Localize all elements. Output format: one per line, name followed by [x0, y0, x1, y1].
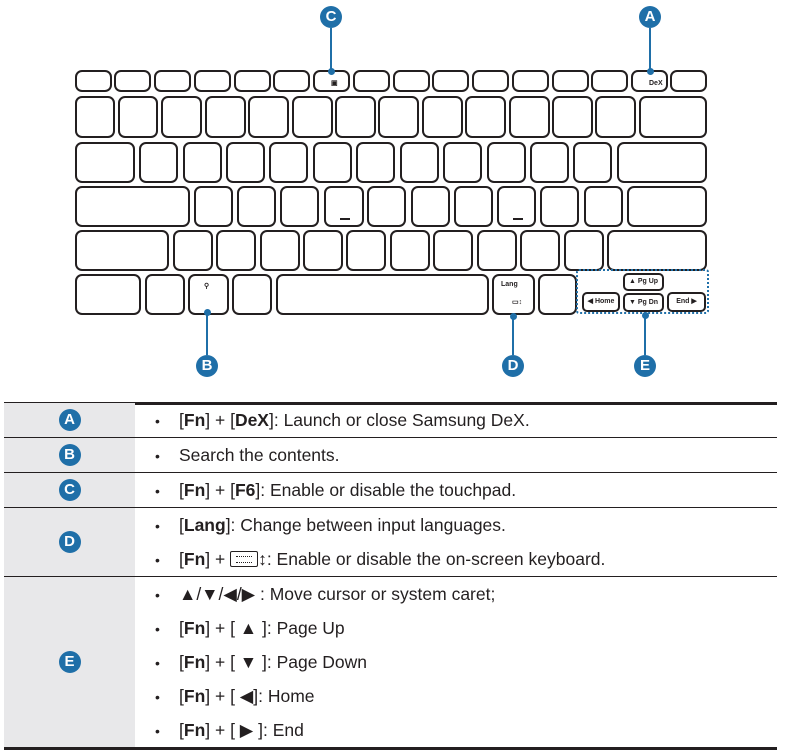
- key: [248, 96, 289, 138]
- key: [139, 142, 178, 183]
- bullet-icon: •: [155, 552, 160, 568]
- description-item: [135, 542, 777, 576]
- key: [540, 186, 579, 227]
- label-cell: [4, 403, 135, 438]
- key: [552, 96, 593, 138]
- key-description-table: [4, 403, 777, 750]
- function-key: [154, 70, 191, 92]
- key: [303, 230, 343, 271]
- spacebar-key: [276, 274, 489, 315]
- description-text: Search the contents.: [179, 445, 340, 465]
- key: [538, 274, 577, 315]
- key: [487, 142, 526, 183]
- key: [411, 186, 450, 227]
- key: [607, 230, 707, 271]
- key: [173, 230, 213, 271]
- callout-leader-line: [206, 312, 208, 355]
- key: [313, 142, 352, 183]
- key: [454, 186, 493, 227]
- page-up-key: ▲ Pg Up: [623, 273, 664, 291]
- key: [443, 142, 482, 183]
- bullet-icon: •: [155, 483, 160, 499]
- callout-a: A: [639, 6, 661, 28]
- page-down-key: ▼ Pg Dn: [623, 293, 664, 312]
- callout-leader-line: [512, 316, 514, 355]
- key: [75, 142, 135, 183]
- key: [75, 230, 169, 271]
- description-text: ] + [ ▲ ]: Page Up: [205, 618, 345, 638]
- description-text: [: [179, 652, 184, 672]
- key: [400, 142, 439, 183]
- search-key-label: ⚲: [204, 283, 210, 290]
- key: [378, 96, 419, 138]
- key: [617, 142, 707, 183]
- description-text: ] + [ ▶ ]: End: [205, 720, 304, 740]
- table-row-b: [4, 438, 777, 473]
- callout-c: C: [320, 6, 342, 28]
- key: [520, 230, 560, 271]
- lang-key: [492, 274, 535, 315]
- function-key: [273, 70, 310, 92]
- function-key: [234, 70, 271, 92]
- bullet-icon: •: [155, 723, 160, 739]
- description-item: [135, 473, 777, 507]
- key: [324, 186, 364, 227]
- table-row-d: [4, 508, 777, 577]
- key: [161, 96, 202, 138]
- key-name: Fn: [183, 480, 206, 500]
- callout-b: B: [196, 355, 218, 377]
- onscreen-keyboard-icon: [230, 551, 258, 567]
- callout-leader-line: [330, 28, 332, 71]
- key: [573, 142, 612, 183]
- bullet-icon: •: [155, 413, 160, 429]
- bullet-icon: •: [155, 621, 160, 637]
- key: [260, 230, 300, 271]
- function-key: [353, 70, 390, 92]
- function-key: [393, 70, 430, 92]
- key-name: Fn: [183, 549, 206, 569]
- description-cell: [135, 438, 777, 473]
- callout-anchor-dot: [647, 68, 654, 75]
- key: [194, 186, 233, 227]
- key: [584, 186, 623, 227]
- key: [346, 230, 386, 271]
- table-row-a: [4, 403, 777, 438]
- bullet-icon: •: [155, 518, 160, 534]
- key-name: Fn: [183, 410, 206, 430]
- home-row-bump-icon: [340, 218, 350, 221]
- key: [627, 186, 707, 227]
- description-text: ] +: [205, 549, 231, 569]
- callout-badge-c: C: [59, 479, 81, 501]
- bullet-icon: •: [155, 655, 160, 671]
- bullet-icon: •: [155, 689, 160, 705]
- key: [226, 142, 265, 183]
- callout-badge-e: E: [59, 651, 81, 673]
- key: [118, 96, 158, 138]
- key-name: Fn: [183, 686, 206, 706]
- home-key: ◀ Home: [582, 292, 620, 312]
- description-cell: [135, 473, 777, 508]
- table-row-c: [4, 473, 777, 508]
- key: [237, 186, 276, 227]
- function-key: [194, 70, 231, 92]
- key-name: Lang: [183, 515, 226, 535]
- description-cell: [135, 577, 777, 749]
- description-cell: [135, 508, 777, 577]
- callout-anchor-dot: [510, 313, 517, 320]
- label-cell: [4, 577, 135, 749]
- key: [497, 186, 536, 227]
- key: [280, 186, 319, 227]
- key: [465, 96, 506, 138]
- key: [205, 96, 246, 138]
- key: [292, 96, 333, 138]
- key-name: Fn: [183, 618, 206, 638]
- description-item: [135, 713, 777, 747]
- key: [564, 230, 604, 271]
- callout-e: E: [634, 355, 656, 377]
- label-cell: [4, 508, 135, 577]
- description-item: [135, 577, 777, 611]
- callout-anchor-dot: [204, 309, 211, 316]
- description-item: [135, 438, 777, 472]
- description-text: [: [179, 549, 184, 569]
- callout-badge-a: A: [59, 409, 81, 431]
- function-key: [512, 70, 549, 92]
- callout-leader-line: [644, 315, 646, 355]
- description-text: [: [179, 618, 184, 638]
- onscreen-keyboard-key-label: ▭↕: [512, 299, 523, 306]
- description-item: [135, 645, 777, 679]
- key: [75, 96, 115, 138]
- description-text: [: [179, 410, 184, 430]
- key: [530, 142, 569, 183]
- description-text: [: [179, 480, 184, 500]
- label-cell: [4, 438, 135, 473]
- label-cell: [4, 473, 135, 508]
- table-row-e: [4, 577, 777, 749]
- description-text: ▲/▼/◀/▶ : Move cursor or system caret;: [179, 584, 496, 604]
- description-text: ] + [: [205, 480, 235, 500]
- description-text: ] + [: [205, 410, 235, 430]
- key: [390, 230, 430, 271]
- key: [509, 96, 550, 138]
- key-name: ↕: Enable or disable the on-screen keyboard.: [258, 549, 606, 569]
- callout-anchor-dot: [328, 68, 335, 75]
- home-row-bump-icon: [513, 218, 523, 221]
- callout-anchor-dot: [642, 312, 649, 319]
- key: [75, 186, 190, 227]
- bullet-icon: •: [155, 448, 160, 464]
- key-name: Fn: [183, 652, 206, 672]
- description-text: ]: Enable or disable the touchpad.: [255, 480, 517, 500]
- callout-leader-line: [649, 28, 651, 71]
- key: [335, 96, 376, 138]
- description-item: [135, 508, 777, 542]
- key: [422, 96, 463, 138]
- key: [433, 230, 473, 271]
- description-text: ]: Launch or close Samsung DeX.: [268, 410, 530, 430]
- description-text: ] + [ ◀]: Home: [205, 686, 315, 706]
- description-item: [135, 403, 777, 437]
- description-text: ] + [ ▼ ]: Page Down: [205, 652, 368, 672]
- callout-d: D: [502, 355, 524, 377]
- description-text: [: [179, 686, 184, 706]
- bullet-icon: •: [155, 587, 160, 603]
- key: [367, 186, 406, 227]
- key-name: DeX: [234, 410, 269, 430]
- key-name: F6: [234, 480, 256, 500]
- description-item: [135, 611, 777, 645]
- key: [595, 96, 636, 138]
- function-key: [591, 70, 628, 92]
- callout-badge-d: D: [59, 531, 81, 553]
- key: [269, 142, 308, 183]
- description-text: ]: Change between input languages.: [225, 515, 506, 535]
- function-key: [670, 70, 707, 92]
- key: [477, 230, 517, 271]
- function-key: [114, 70, 151, 92]
- description-cell: [135, 403, 777, 438]
- function-key: [472, 70, 509, 92]
- key: [145, 274, 185, 315]
- callout-badge-b: B: [59, 444, 81, 466]
- touchpad-key-label: ▣: [331, 80, 338, 87]
- function-key: [552, 70, 589, 92]
- description-text: [: [179, 515, 184, 535]
- function-key: [432, 70, 469, 92]
- key: [75, 274, 141, 315]
- dex-key-label: DeX: [649, 80, 663, 87]
- key: [183, 142, 222, 183]
- end-key: End ▶: [667, 292, 706, 312]
- key: [216, 230, 256, 271]
- description-item: [135, 679, 777, 713]
- key-name: Fn: [183, 720, 206, 740]
- key: [639, 96, 707, 138]
- key: [232, 274, 272, 315]
- key: [356, 142, 395, 183]
- description-text: [: [179, 720, 184, 740]
- function-key: [75, 70, 112, 92]
- lang-key-label: Lang: [501, 281, 518, 288]
